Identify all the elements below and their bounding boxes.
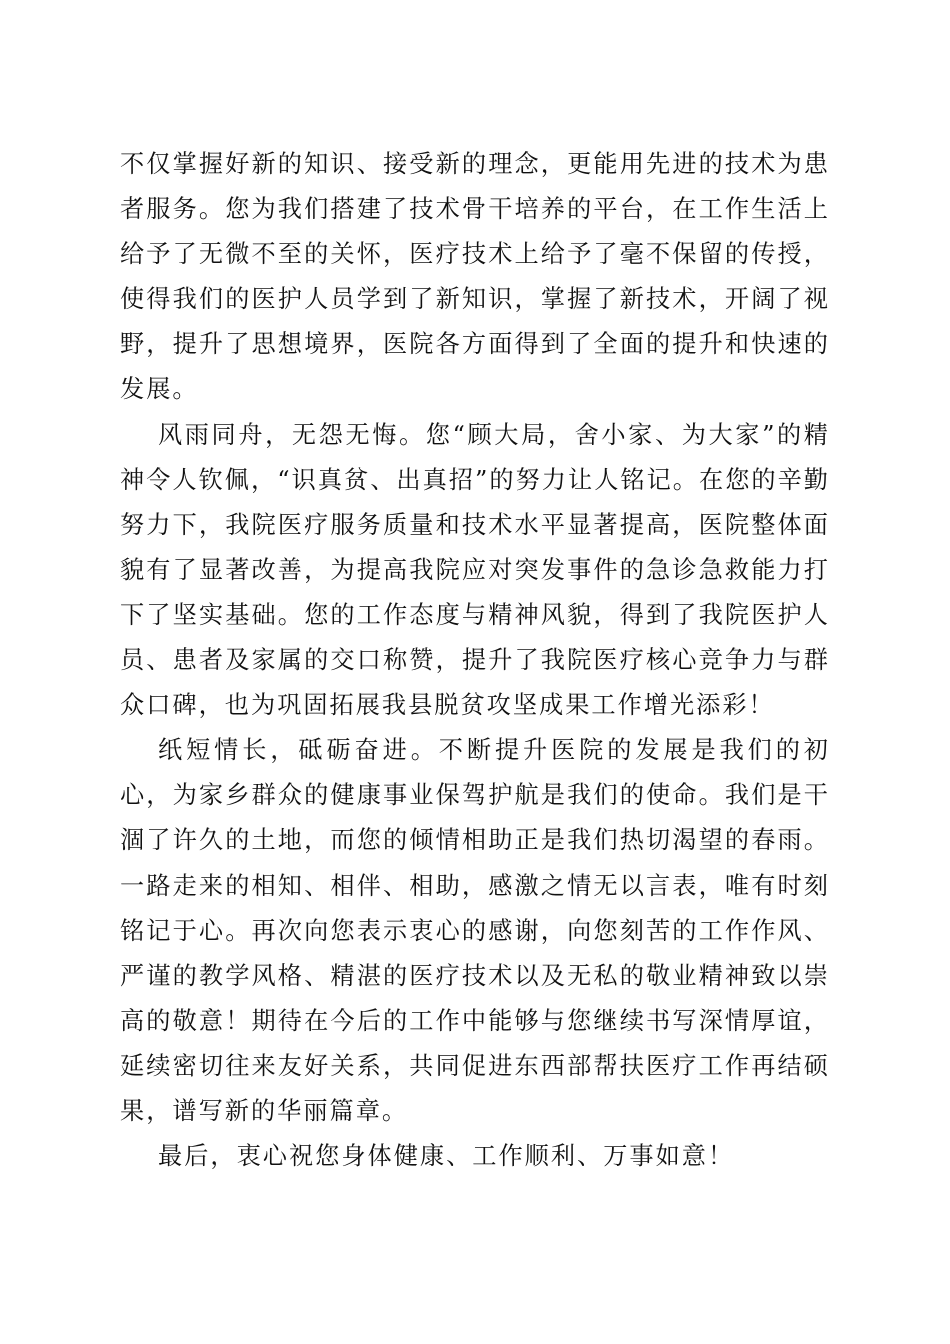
paragraph-continuation: 不仅掌握好新的知识、接受新的理念，更能用先进的技术为患者服务。您为我们搭建了技术骨干培养的平台，在工作生活上给予了无微不至的关怀，医疗技术上给予了毫不保留的传授，使得我们的医护人员学到了新知识，掌握了新技术，开阔了视野，提升了思想境界，医院各方面得到了全面的提升和快速的发展。 [120, 150, 830, 404]
paragraph-shared-journey: 风雨同舟，无怨无悔。您“顾大局，舍小家、为大家”的精神令人钦佩，“识真贫、出真招”的努力让人铭记。在您的辛勤努力下，我院医疗服务质量和技术水平显著提高，医院整体面貌有了显著改善，为提高我院应对突发事件的急诊急救能力打下了坚实基础。您的工作态度与精神风貌，得到了我院医护人员、患者及家属的交口称赞，提升了我院医疗核心竞争力与群众口碑，也为巩固拓展我县脱贫攻坚成果工作增光添彩！ [120, 420, 830, 720]
letter-body [120, 142, 830, 1179]
paragraph-closing-wishes: 最后，衷心祝您身体健康、工作顺利、万事如意！ [158, 1142, 735, 1171]
paragraph-gratitude: 纸短情长，砥砺奋进。不断提升医院的发展是我们的初心，为家乡群众的健康事业保驾护航是我们的使命。我们是干涸了许久的土地，而您的倾情相助正是我们热切渴望的春雨。一路走来的相知、相伴、相助，感激之情无以言表，唯有时刻铭记于心。再次向您表示衷心的感谢，向您刻苦的工作作风、严谨的教学风格、精湛的医疗技术以及无私的敬业精神致以崇高的敬意！期待在今后的工作中能够与您继续书写深情厚谊，延续密切往来友好关系，共同促进东西部帮扶医疗工作再结硕果，谱写新的华丽篇章。 [120, 736, 830, 1125]
